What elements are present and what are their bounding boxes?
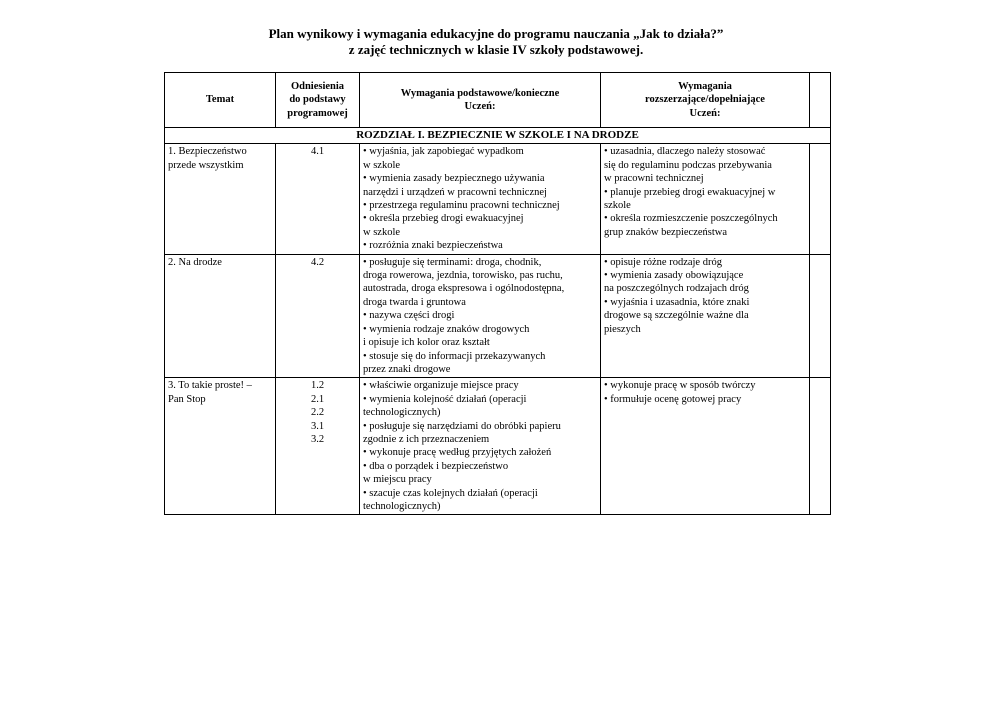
temat-cell: 3. To takie proste! – Pan Stop [165,378,276,515]
table-row [165,144,831,254]
table-row [165,254,831,378]
ref-cell: 4.2 [276,254,360,378]
ref-cell: 1.2 2.1 2.2 3.1 3.2 [276,378,360,515]
podstawowe-cell: • wyjaśnia, jak zapobiegać wypadkom w szkole • wymienia zasady bezpiecznego używania narzędzi i urządzeń w pracowni technicznej • przestrzega regulaminu pracowni technicznej • określa przebieg drogi ewakuacyjnej w szkole • rozróżnia znaki bezpieczeństwa [360,144,601,254]
extra-cell [810,254,831,378]
table-row [165,378,831,515]
section-row [165,128,831,144]
podstawowe-cell: • posługuje się terminami: droga, chodnik, droga rowerowa, jezdnia, torowisko, pas ruchu, autostrada, droga ekspresowa i ogólnodostępna, droga twarda i gruntowa • nazywa części drogi • wymienia rodzaje znaków drogowych i opisuje ich kolor oraz kształt • stosuje się do informacji przekazywanych przez znaki drogowe [360,254,601,378]
header-podstawowe: Wymagania podstawowe/konieczne Uczeń: [360,73,601,128]
header-extra [810,73,831,128]
temat-cell: 1. Bezpieczeństwo przede wszystkim [165,144,276,254]
header-odniesienia: Odniesienia do podstawy programowej [276,73,360,128]
document-title [0,26,992,58]
rozszerzajace-cell: • uzasadnia, dlaczego należy stosować się do regulaminu podczas przebywania w pracowni technicznej • planuje przebieg drogi ewakuacyjnej w szkole • określa rozmieszczenie poszczególnych grup znaków bezpieczeństwa [601,144,810,254]
extra-cell [810,378,831,515]
title-line-1: Plan wynikowy i wymagania edukacyjne do programu nauczania „Jak to działa?” [268,26,724,41]
header-rozszerzajace: Wymagania rozszerzające/dopełniające Uczeń: [601,73,810,128]
requirements-table [164,72,831,515]
ref-cell: 4.1 [276,144,360,254]
section-title: ROZDZIAŁ I. BEZPIECZNIE W SZKOLE I NA DRODZE [165,128,831,144]
title-line-2: z zajęć technicznych w klasie IV szkoły podstawowej. [348,42,644,57]
podstawowe-cell: • właściwie organizuje miejsce pracy • wymienia kolejność działań (operacji technologicznych) • posługuje się narzędziami do obróbki papieru zgodnie z ich przeznaczeniem • wykonuje pracę według przyjętych założeń • dba o porządek i bezpieczeństwo w miejscu pracy • szacuje czas kolejnych działań (operacji technologicznych) [360,378,601,515]
header-row [165,73,831,128]
header-temat: Temat [165,73,276,128]
rozszerzajace-cell: • opisuje różne rodzaje dróg • wymienia zasady obowiązujące na poszczególnych rodzajach dróg • wyjaśnia i uzasadnia, które znaki drogowe są szczególnie ważne dla pieszych [601,254,810,378]
temat-cell: 2. Na drodze [165,254,276,378]
rozszerzajace-cell: • wykonuje pracę w sposób twórczy • formułuje ocenę gotowej pracy [601,378,810,515]
extra-cell [810,144,831,254]
